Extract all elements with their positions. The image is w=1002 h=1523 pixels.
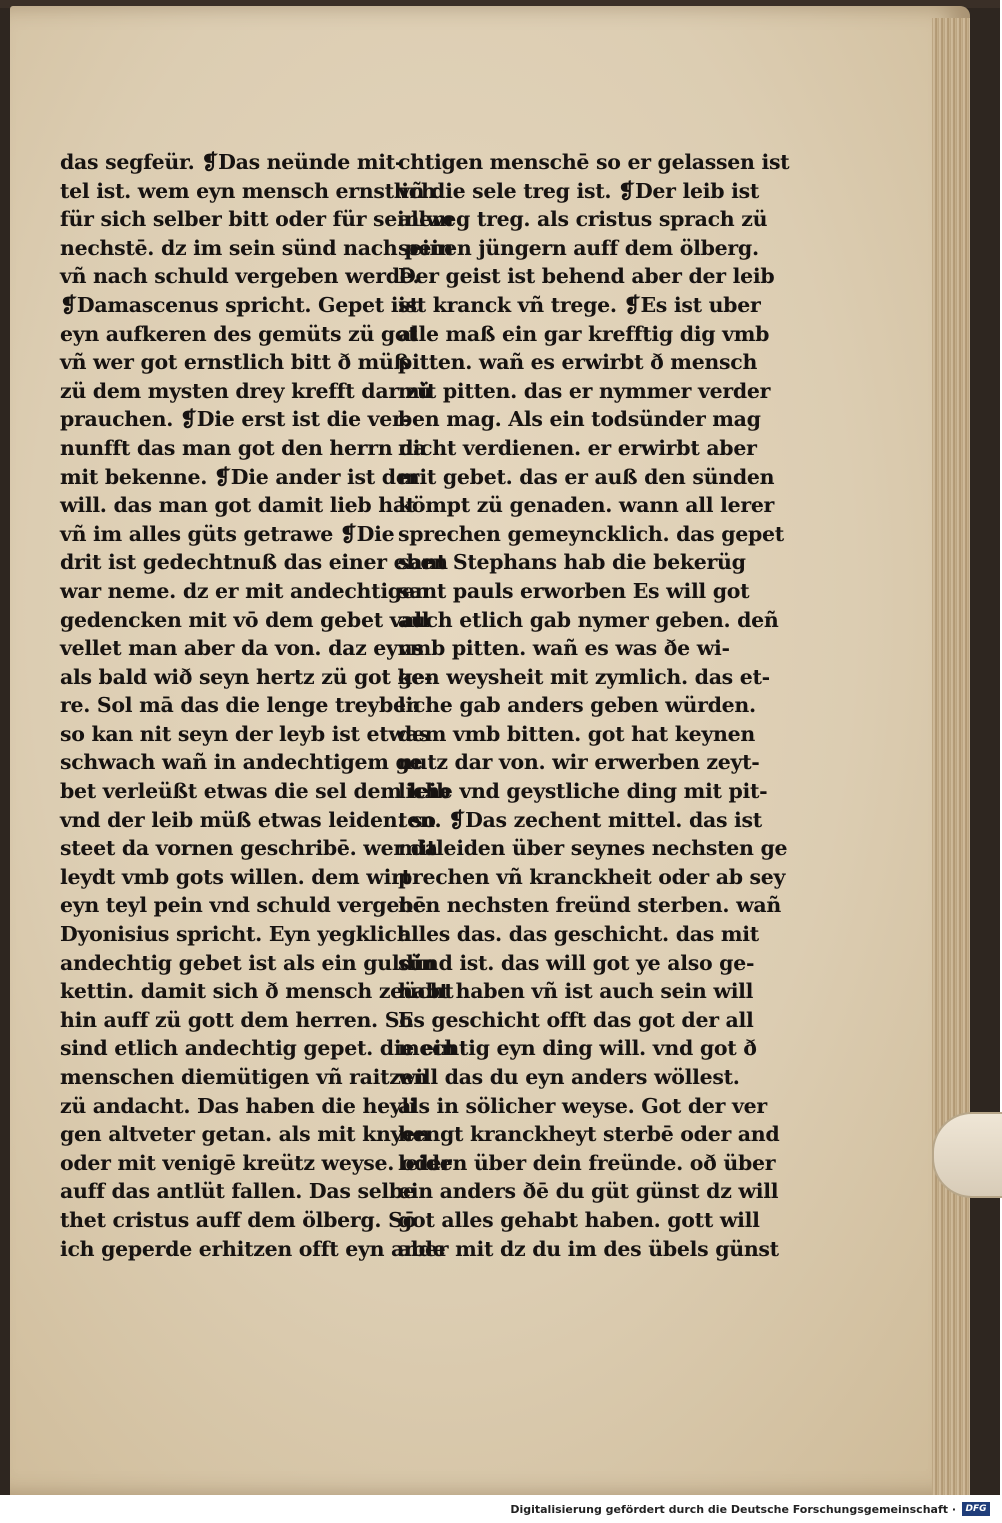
book-clasp [932,1112,1002,1198]
right-column-line: nen nechsten freünd sterben. wañ [398,893,782,918]
right-column-line: Der geist ist behend aber der leib [398,264,775,289]
left-column-line: ❡Damascenus spricht. Gepet ist [60,292,419,317]
left-column-line: re. Sol mā das die lenge treyben [60,693,421,718]
left-column-line: oder mit venigē kreütz weyse. oder [60,1150,452,1175]
right-column-line: dem vmb bitten. got hat keynen [398,721,755,746]
right-column-line: vmb pitten. wañ es was ðe wi- [398,636,730,661]
left-column-line: vñ im alles güts getrawe ❡Die [60,521,395,546]
right-column-line: ten. ❡Das zechent mittel. das ist [398,807,762,832]
left-column-line: eyn teyl pein vnd schuld vergebē [60,893,426,918]
right-column-line: chtigen menschē so er gelassen ist [398,150,790,174]
right-column-line: ben mag. Als ein todsünder mag [398,407,761,432]
right-column-line: ein anders ðē du güt günst dz will [398,1179,779,1204]
left-column-line: hin auff zü gott dem herren. So [60,1007,413,1032]
left-column-line: war neme. dz er mit andechtigen [60,578,430,603]
left-column-line: für sich selber bitt oder für seinem [60,207,454,232]
left-column-line: Dyonisius spricht. Eyn yegklich [60,922,412,947]
left-column-line: tel ist. wem eyn mensch ernstlich [60,178,436,203]
funding-credit: Digitalisierung gefördert durch die Deutsche Forschungsgemeinschaft · [510,1503,956,1516]
right-column-line: vñ die sele treg ist. ❡Der leib ist [398,178,759,203]
dfg-logo-icon: DFG [962,1502,990,1516]
right-column-line: kömpt zü genaden. wann all lerer [398,493,775,518]
right-column-line: leiden über dein freünde. oð über [398,1150,776,1175]
left-column-line: nechstē. dz im sein sünd nach pein [60,235,454,260]
left-column-line: kettin. damit sich ð mensch zeücht [60,979,454,1004]
right-column-line: got alles gehabt haben. gott will [398,1207,760,1232]
left-column-line: sind etlich andechtig gepet. die ein [60,1036,456,1061]
left-column-line: leydt vmb gots willen. dem wirt [60,864,411,889]
left-column-line: vnd der leib müß etwas leiden. so [60,807,436,832]
right-column-line: mechtig eyn ding will. vnd got ð [398,1036,757,1061]
right-column-line: gen weysheit mit zymlich. das et- [398,664,770,689]
right-column-line: nicht verdienen. er erwirbt aber [398,435,757,460]
right-column-line: will das du eyn anders wöllest. [398,1065,740,1089]
right-column-line: mit pitten. das er nymmer verder [398,378,771,403]
footer-bar [0,1495,1000,1523]
page-edges [932,18,970,1501]
right-column-line: als in sölicher weyse. Got der ver [398,1093,767,1118]
left-column-line: schwach wañ in andechtigem ge [60,750,423,775]
right-column-line: sant Stephans hab die bekerüg [398,550,746,575]
right-column-line: mit gebet. das er auß den sünden [398,464,775,489]
left-column-line: vñ wer got ernstlich bitt ð müß [60,350,409,375]
left-column-line: so kan nit seyn der leyb ist etwas [60,721,430,746]
right-column-line: prechen vñ kranckheit oder ab sey [398,864,786,889]
left-column-line: bet verleüßt etwas die sel dem leib [60,779,451,804]
left-column-line: ich geperde erhitzen offt eyn ande [60,1236,446,1261]
left-column-line: zü andacht. Das haben die heyli [60,1093,417,1118]
left-column-line: zü dem mysten drey krefft dar zü [60,378,432,403]
right-column-line: alles das. das geschicht. das mit [398,922,759,947]
right-column-line: alle maß ein gar krefftig dig vmb [398,321,770,346]
left-column-line: thet cristus auff dem ölberg. Sō [60,1207,416,1232]
text-column-right [398,148,790,1263]
right-column-line: auch etlich gab nymer geben. deñ [398,607,779,632]
left-column-line: mit bekenne. ❡Die ander ist der [60,464,420,489]
left-column-line: vellet man aber da von. daz eyns [60,636,424,661]
left-column-line: steet da vornen geschribē. wer da [60,836,438,861]
right-column-line: pitten. wañ es erwirbt ð mensch [398,350,758,375]
right-column-line: liche vnd geystliche ding mit pit- [398,779,768,804]
right-column-line: seinen jüngern auff dem ölberg. [398,235,759,260]
left-column-line: nunfft das man got den herrn da [60,435,427,460]
left-column-line: als bald wið seyn hertz zü got ke- [60,664,433,689]
right-column-line: hengt kranckheyt sterbē oder and [398,1122,780,1147]
left-column-line: gen altveter getan. als mit knyen [60,1122,430,1147]
text-column-left [60,148,456,1263]
left-column-line: prauchen. ❡Die erst ist die ver- [60,407,411,432]
left-column-line: andechtig gebet ist als ein guldin [60,950,436,975]
left-column-line: vñ nach schuld vergeben werdē. [60,264,420,289]
right-column-line: aber mit dz du im des übels günst [398,1236,779,1261]
right-column-line: allweg treg. als cristus sprach zü [398,207,768,232]
right-column-line: nutz dar von. wir erwerben zeyt- [398,750,760,775]
right-column-line: sünd ist. das will got ye also ge- [398,950,755,975]
right-column-line: ist kranck vñ trege. ❡Es ist uber [398,292,761,317]
left-column-line: auff das antlüt fallen. Das selbe [60,1179,416,1204]
right-column-line: Es geschicht offt das got der all [398,1007,754,1032]
right-column-line: habt haben vñ ist auch sein will [398,979,754,1004]
left-column-line: das segfeür. ❡Das neünde mit- [60,150,404,174]
left-column-line: eyn aufkeren des gemüts zü got [60,321,418,346]
left-column-line: gedencken mit vō dem gebet vall [60,607,430,632]
left-column-line: will. das man got damit lieb hat [60,493,416,518]
right-column-line: sant pauls erworben Es will got [398,578,750,603]
left-column-line: menschen diemütigen vñ raitzen [60,1065,428,1089]
right-column-line: liche gab anders geben würden. [398,693,756,718]
right-column-line: sprechen gemeyncklich. das gepet [398,521,784,546]
right-column-line: mitleiden über seynes nechsten ge [398,836,788,861]
left-column-line: drit ist gedechtnuß das einer eben [60,550,448,575]
